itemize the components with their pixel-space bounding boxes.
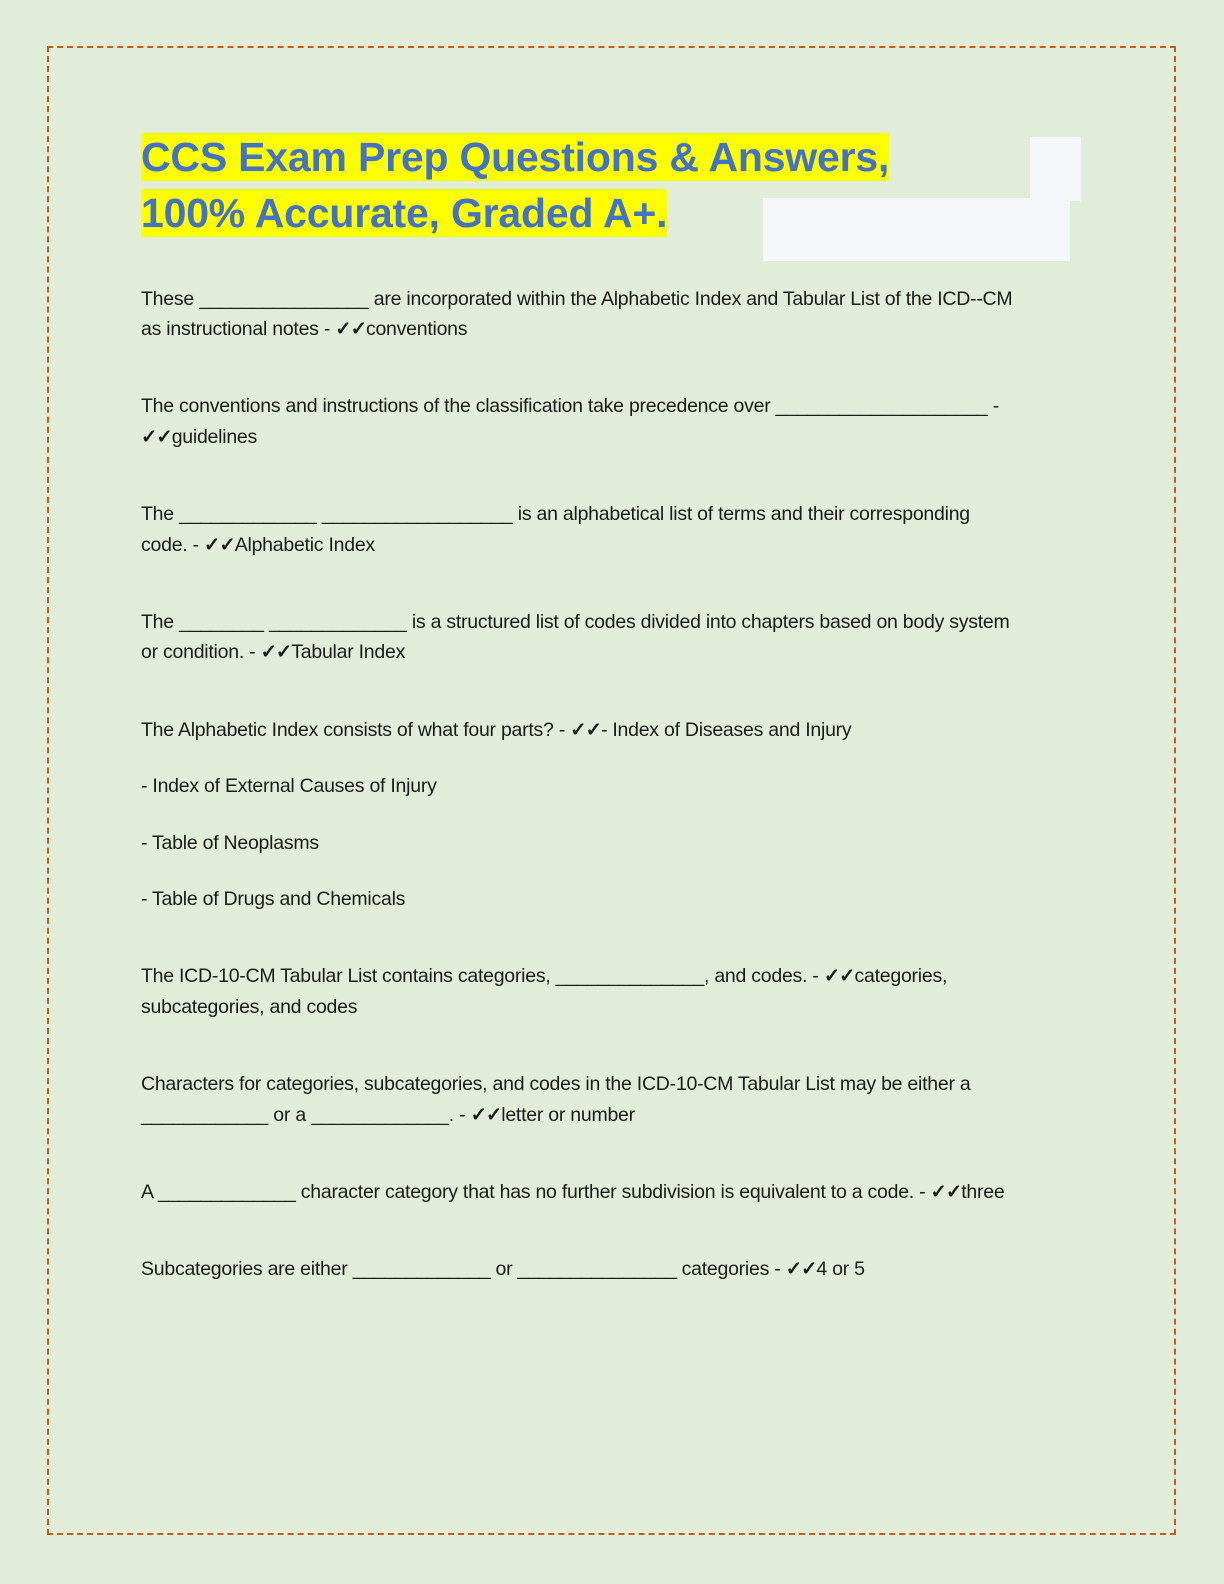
answer-line xyxy=(141,314,1081,344)
qa-item xyxy=(141,391,1081,452)
question-text xyxy=(141,715,1081,745)
answer-bullet: - Table of Neoplasms xyxy=(141,831,319,854)
question-text: The conventions and instructions of the classification take precedence over ____________________ - xyxy=(141,395,999,418)
answer-text: 4 or 5 xyxy=(816,1258,865,1281)
page-title-line-2: 100% Accurate, Graded A+. xyxy=(141,189,668,236)
answer-text: conventions xyxy=(365,317,468,340)
question-text: The ________ _____________ is a structured list of codes divided into chapters based on body system xyxy=(141,610,1010,633)
qa-item xyxy=(141,1254,1081,1284)
checkmark-icon: ✓✓ xyxy=(260,641,292,664)
question-text xyxy=(141,1177,1081,1207)
answer-prefix: as instructional notes - xyxy=(141,317,336,340)
question-text: The _____________ __________________ is an alphabetical list of terms and their corresponding xyxy=(141,503,970,526)
answer-text: Alphabetic Index xyxy=(234,533,375,556)
answer-prefix: or condition. - xyxy=(141,641,261,664)
qa-item xyxy=(141,1069,1081,1130)
qa-item xyxy=(141,961,1081,1022)
answer-prefix: ____________ or a _____________. - xyxy=(141,1103,471,1126)
page-title xyxy=(141,130,1081,242)
qa-item xyxy=(141,499,1081,560)
document-content xyxy=(141,130,1081,1285)
document-title-block xyxy=(141,130,1081,242)
checkmark-icon: ✓✓ xyxy=(785,1258,817,1281)
answer-bullet: - Index of External Causes of Injury xyxy=(141,775,437,798)
answer-text: Tabular Index xyxy=(291,641,406,664)
question-prompt: A _____________ character category that has no further subdivision is equivalent to a code. - xyxy=(141,1181,931,1203)
question-prompt: The ICD-10-CM Tabular List contains categories, ______________, and codes. - xyxy=(141,965,824,988)
answer-bullet: - Table of Drugs and Chemicals xyxy=(141,887,406,910)
answer-text: letter or number xyxy=(501,1103,635,1126)
answer-line xyxy=(141,637,1081,667)
answer-text: three xyxy=(961,1181,1005,1203)
answer-text: - Index of Diseases and Injury xyxy=(600,718,852,741)
answer-text: categories, xyxy=(854,965,948,988)
checkmark-icon: ✓✓ xyxy=(570,718,601,741)
question-text: These ________________ are incorporated within the Alphabetic Index and Tabular List of the ICD--CM xyxy=(141,287,1013,310)
answer-line xyxy=(141,1100,1081,1130)
answer-line xyxy=(141,422,1081,452)
qa-item xyxy=(141,1177,1081,1207)
answer-continuation: subcategories, and codes xyxy=(141,995,358,1018)
checkmark-icon: ✓✓ xyxy=(204,533,235,556)
question-answer-list xyxy=(141,284,1081,1285)
question-text xyxy=(141,961,1081,991)
answer-prefix: code. - xyxy=(141,533,205,556)
qa-item xyxy=(141,284,1081,345)
page-title-line-1: CCS Exam Prep Questions & Answers, xyxy=(141,134,890,180)
question-text: Characters for categories, subcategories, and codes in the ICD-10-CM Tabular List may be either a xyxy=(141,1073,971,1096)
question-prompt: Subcategories are either _____________ or _______________ categories - xyxy=(141,1258,786,1281)
qa-item xyxy=(141,607,1081,668)
checkmark-icon: ✓✓ xyxy=(141,425,172,448)
qa-item xyxy=(141,715,1081,915)
answer-line xyxy=(141,530,1081,560)
checkmark-icon: ✓✓ xyxy=(470,1103,502,1126)
checkmark-icon: ✓✓ xyxy=(823,965,855,988)
question-text xyxy=(141,1254,1081,1284)
question-prompt: The Alphabetic Index consists of what four parts? - xyxy=(141,718,571,741)
checkmark-icon: ✓✓ xyxy=(335,317,366,340)
answer-text: guidelines xyxy=(171,425,258,448)
checkmark-icon: ✓✓ xyxy=(930,1181,962,1203)
